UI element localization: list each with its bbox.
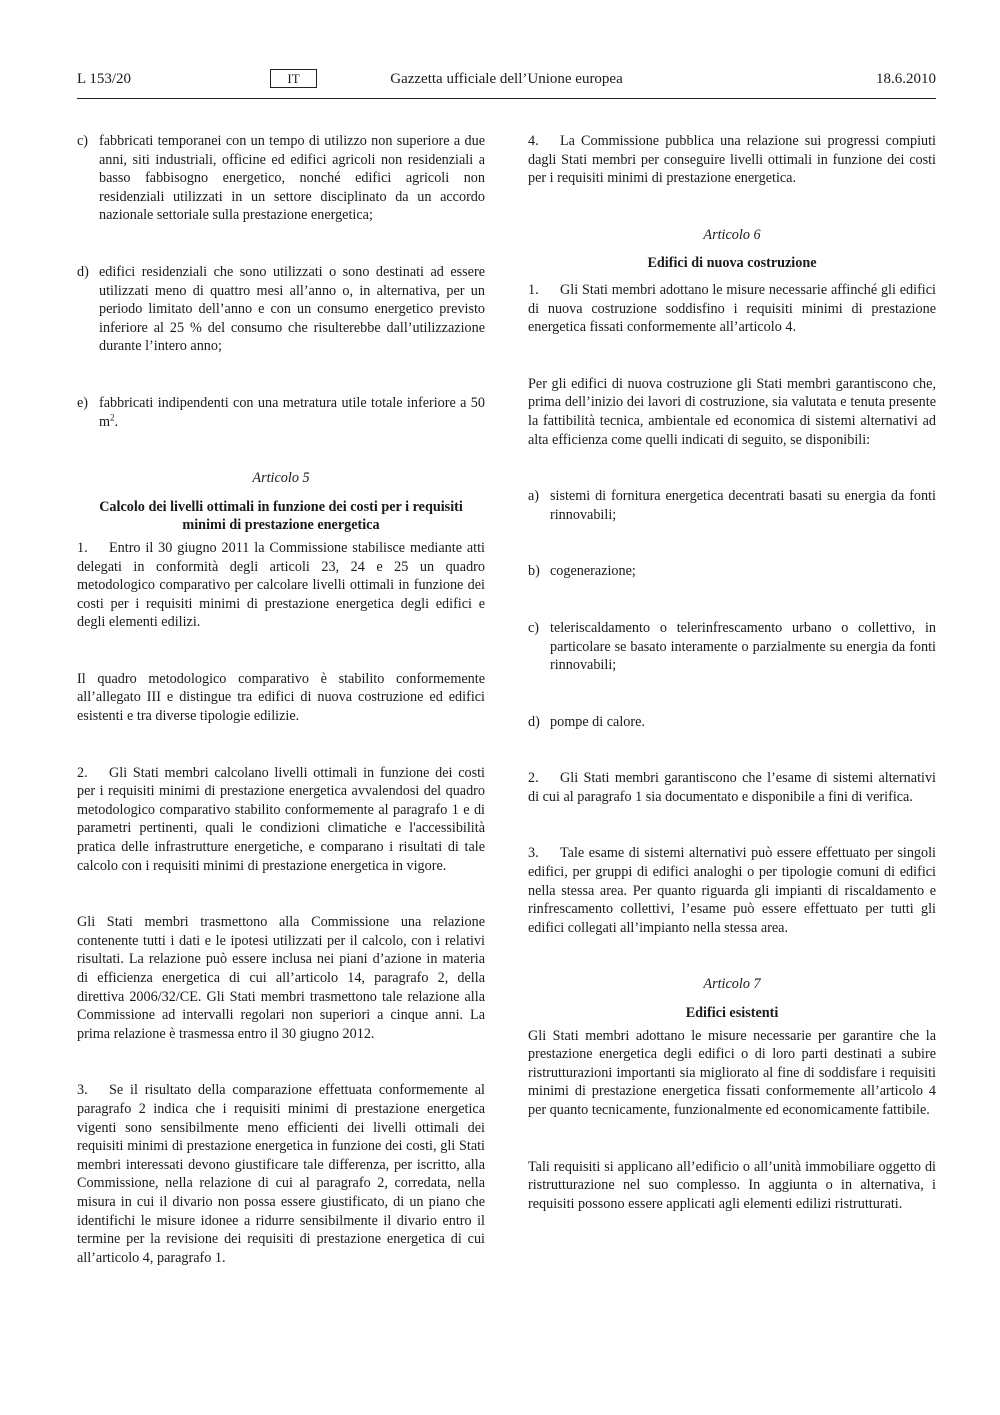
- list-label: b): [528, 563, 540, 580]
- paragraph-5-1: [77, 539, 485, 632]
- list-text: edifici residenziali che sono utilizzati o sono destinati ad essere utilizzati meno di quattro mesi all’anno o, in alternativa, per un periodo limitato dell’anno e con un consumo energetico previsto inferiore al 25 % del consumo che risulterebbe dall’utilizzazione durante l’intero anno;: [99, 263, 485, 355]
- paragraph-text: Gli Stati membri garantiscono che l’esame di sistemi alternativi di cui al paragrafo 1 sia documentato e disponibile a fini di verifica.: [528, 770, 936, 805]
- article-6-title: Articolo 6: [703, 226, 761, 243]
- paragraph-text: Gli Stati membri adottano le misure necessarie affinché gli edifici di nuova costruzione soddisfino i requisiti minimi di prestazione energetica fissati conformemente all’articolo 4.: [528, 281, 936, 336]
- paragraph-6-3: [528, 844, 936, 937]
- paragraph-number: 4.: [528, 133, 539, 149]
- list-item-a: [528, 487, 936, 524]
- left-column: [77, 132, 485, 1267]
- paragraph-7-2: Tali requisiti si applicano all’edificio o all’unità immobiliare oggetto di ristrutturazione nel suo complesso. In aggiunta o in alternativa, i requisiti possono essere applicati agli elementi edilizi ristrutturati.: [528, 1158, 936, 1212]
- paragraph-6-1: [528, 281, 936, 337]
- paragraph-number: 3.: [528, 845, 539, 862]
- list-item-c: [77, 132, 485, 225]
- list-item-b: [528, 562, 936, 581]
- paragraph-text: Gli Stati membri calcolano livelli ottimali in funzione dei costi per i requisiti minimi di prestazione energetica avvalendosi del quadro metodologico comparativo stabilito conformemente al paragrafo 1 e di parametri pertinenti, quali le condizioni climatiche e l'accessibilità pratica delle infrastrutture energetiche, e comparano i risultati di tale calcolo con i requisiti minimi di prestazione energetica in vigore.: [77, 764, 485, 874]
- paragraph-6-2: [528, 769, 936, 806]
- article-6-heading: Edifici di nuova costruzione: [647, 255, 817, 272]
- paragraph-5-2b: Gli Stati membri trasmettono alla Commissione una relazione contenente tutti i dati e le ipotesi utilizzati per il calcolo, con i relativi risultati. La relazione può essere inclusa nei piani d’azione in materia di efficienza energetica di cui all’articolo 14, paragrafo 2, della direttiva 2006/32/CE. Gli Stati membri trasmettono tale relazione alla Commissione ad intervalli regolari non superiori a cinque anni. La prima relazione è trasmessa entro il 30 giugno 2012.: [77, 914, 485, 1042]
- paragraph-6-1b: Per gli edifici di nuova costruzione gli Stati membri garantiscono che, prima dell’inizio dei lavori di costruzione, sia valutata e tenuta presente la fattibilità tecnica, ambientale ed economica di sistemi alternativi ad alta efficienza come quelli indicati di seguito, se disponibili:: [528, 375, 936, 448]
- article-7-title: Articolo 7: [703, 976, 761, 993]
- list-item-e: [77, 394, 485, 431]
- paragraph-text: La Commissione pubblica una relazione sui progressi compiuti dagli Stati membri per conseguire livelli ottimali in funzione dei costi per i requisiti minimi di prestazione energetica.: [528, 133, 936, 187]
- list-text: pompe di calore.: [550, 713, 645, 730]
- journal-title: Gazzetta ufficiale dell’Unione europea: [390, 71, 623, 87]
- page-header: [77, 68, 936, 99]
- paragraph-number: 1.: [77, 539, 88, 556]
- list-item-c-right: [528, 619, 936, 675]
- list-text-main: fabbricati indipendenti con una metratura utile totale inferiore a 50 m: [99, 394, 485, 430]
- paragraph-text: Entro il 30 giugno 2011 la Commissione stabilisce mediante atti delegati in conformità degli articoli 23, 24 e 25 un quadro metodologico comparativo per calcolare livelli ottimali in funzione dei costi per i requisiti minimi di prestazione energetica degli edifici e degli elementi edilizi.: [77, 539, 485, 631]
- list-item-d-right: [528, 713, 936, 732]
- list-text: teleriscaldamento o telerinfrescamento urbano o collettivo, in particolare se basato interamente o parzialmente su energia da fonti rinnovabili;: [550, 619, 936, 674]
- article-7-heading: Edifici esistenti: [685, 1005, 779, 1022]
- paragraph-text: Tale esame di sistemi alternativi può essere effettuato per singoli edifici, per gruppi di edifici analoghi o per tipologie comuni di edifici nella stessa area. Per quanto riguarda gli impianti di riscaldamento e rinfrescamento collettivi, l’esame può essere effettuato per tutti gli edifici collegati all’impianto nella stessa area.: [528, 845, 936, 936]
- list-text: cogenerazione;: [550, 563, 636, 580]
- paragraph-5-1b: Il quadro metodologico comparativo è stabilito conformemente all’allegato III e distingue tra edifici di nuova costruzione ed edifici esistenti e tra diverse tipologie edilizie.: [77, 670, 485, 725]
- list-label: e): [77, 394, 89, 411]
- list-label: d): [77, 263, 89, 280]
- page-reference: L 153/20: [77, 71, 132, 87]
- paragraph-number: 3.: [77, 1082, 88, 1099]
- list-text: sistemi di fornitura energetica decentrati basati su energia da fonti rinnovabili;: [550, 488, 936, 523]
- paragraph-7-1: Gli Stati membri adottano le misure necessarie per garantire che la prestazione energetica degli edifici o di loro parti destinati a subire ristrutturazioni importanti sia migliorato al fine di soddisfare i requisiti minimi di prestazione energetica fissati conformemente all’articolo 4 per quanto tecnicamente, funzionalmente ed economicamente fattibile.: [528, 1027, 936, 1118]
- list-text: fabbricati temporanei con un tempo di utilizzo non superiore a due anni, siti industriali, officine ed edifici agricoli non residenziali a basso fabbisogno energetico, nonché edifici agricoli non residenziali utilizzati in un settore disciplinato da un accordo nazionale settoriale sulla prestazione energetica;: [99, 133, 485, 224]
- article-5-heading: Calcolo dei livelli ottimali in funzione dei costi per i requisiti minimi di prestazione energetica: [99, 498, 463, 534]
- superscript: 2: [110, 411, 115, 422]
- list-text: [99, 394, 485, 431]
- paragraph-number: 2.: [77, 764, 88, 781]
- publication-date: 18.6.2010: [876, 71, 936, 87]
- list-label: c): [528, 619, 540, 636]
- right-column: [528, 132, 936, 1213]
- list-item-d: [77, 263, 485, 356]
- paragraph-5-2: [77, 764, 485, 876]
- paragraph-number: 2.: [528, 770, 539, 787]
- list-label: d): [528, 713, 540, 730]
- list-text-end: .: [114, 413, 119, 430]
- article-5-title: Articolo 5: [252, 470, 310, 487]
- paragraph-5-3: [77, 1081, 485, 1267]
- list-label: c): [77, 133, 89, 149]
- language-badge: IT: [270, 69, 317, 88]
- paragraph-5-4: [528, 132, 936, 188]
- paragraph-number: 1.: [528, 281, 539, 298]
- list-label: a): [528, 488, 540, 505]
- paragraph-text: Se il risultato della comparazione effettuata conformemente al paragrafo 2 indica che i requisiti minimi di prestazione energetica vigenti sono sensibilmente meno efficienti dei livelli ottimali dei requisiti minimi di prestazione energetica in funzione dei costi, gli Stati membri interessati devono giustificare tale differenza, per iscritto, alla Commissione, nella relazione di cui al paragrafo 2, corredata, nella misura in cui il divario non possa essere giustificato, di un piano che identifichi le misure idonee a ridurre sensibilmente il divario entro il termine per la revisione dei requisiti di prestazione energetica di cui all’articolo 4, paragrafo 1.: [77, 1082, 485, 1266]
